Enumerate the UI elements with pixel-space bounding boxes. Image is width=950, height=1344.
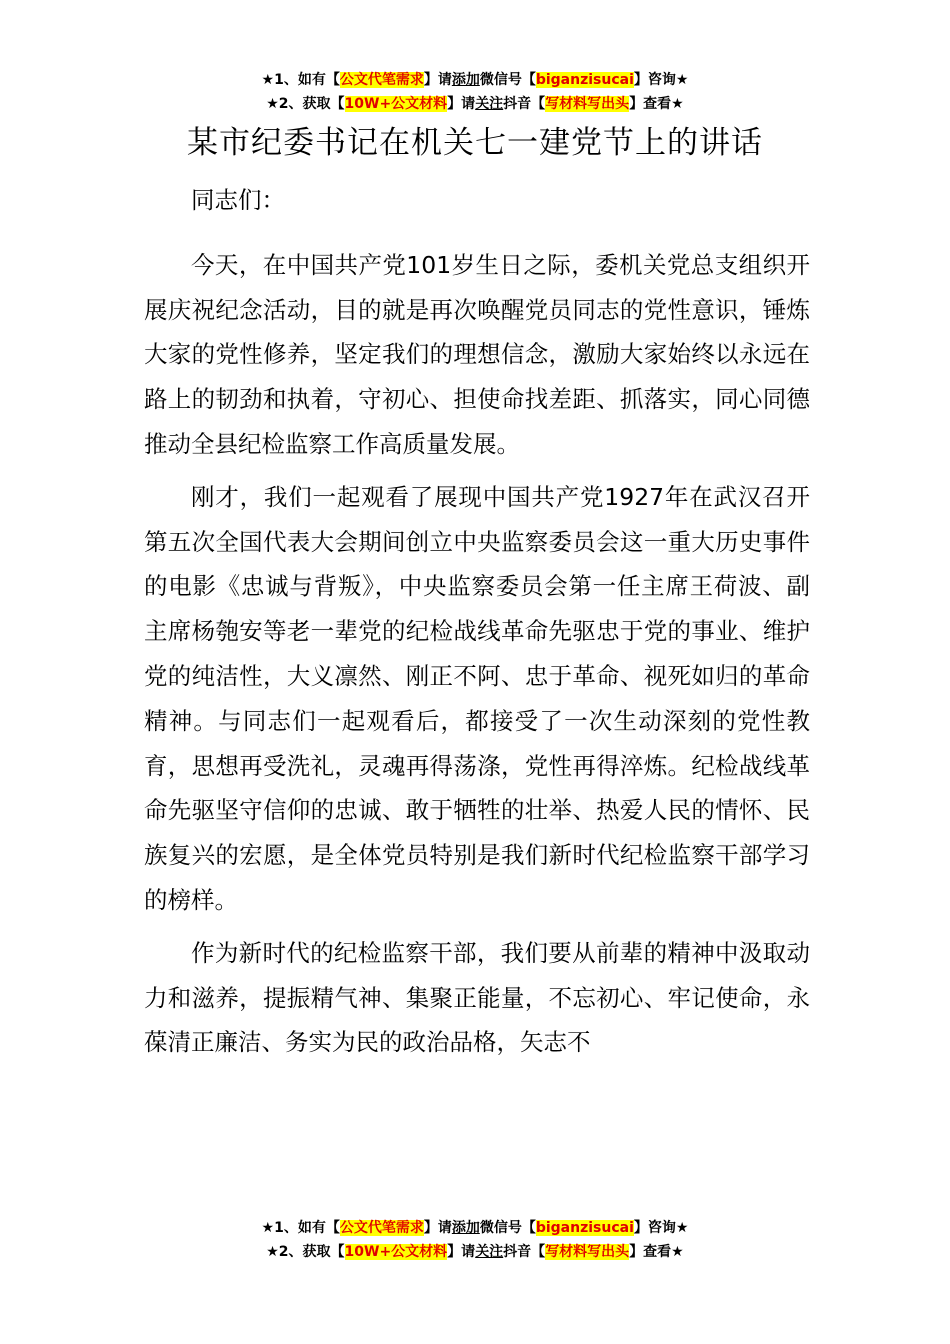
promo-highlight: 10W+公文材料 <box>344 96 448 112</box>
promo-text: ★1、如有【 <box>261 72 340 88</box>
promo-underline: 添加 <box>451 72 480 88</box>
paragraph: 今天，在中国共产党101岁生日之际，委机关党总支组织开展庆祝纪念活动，目的就是再次唤醒党员同志的党性意识，锤炼大家的党性修养，坚定我们的理想信念，激励大家始终以永远在路上的韧劲和执着，守初心、担使命找差距、抓落实，同心同德推动全县纪检监察工作高质量发展。 <box>144 250 810 458</box>
promo-text: 】请 <box>447 96 476 112</box>
document-title: 某市纪委书记在机关七一建党节上的讲话 <box>187 125 763 161</box>
promo-text: 】请 <box>423 1220 452 1236</box>
promo-underline: 关注 <box>475 1244 504 1260</box>
promo-text: 】查看★ <box>629 96 684 112</box>
promo-text: 】请 <box>423 72 452 88</box>
promo-text: 抖音【 <box>503 1244 546 1260</box>
promo-text: ★2、获取【 <box>266 96 345 112</box>
promo-line-1 <box>0 1216 950 1240</box>
promo-line-2 <box>0 92 950 116</box>
promo-text: 】查看★ <box>629 1244 684 1260</box>
promo-highlight: 公文代笔需求 <box>339 72 424 88</box>
promo-douyin-name: 写材料写出头 <box>545 96 630 112</box>
paragraph: 作为新时代的纪检监察干部，我们要从前辈的精神中汲取动力和滋养，提振精气神、集聚正能量，不忘初心、牢记使命，永葆清正廉洁、务实为民的政治品格，矢志不 <box>144 938 810 1057</box>
document-body <box>144 178 810 1073</box>
promo-wechat-id: biganzisucai <box>535 1220 634 1236</box>
promo-highlight: 10W+公文材料 <box>344 1244 448 1260</box>
salutation: 同志们： <box>191 186 285 214</box>
promo-highlight: 公文代笔需求 <box>339 1220 424 1236</box>
promo-text: 抖音【 <box>503 96 546 112</box>
paragraph: 刚才，我们一起观看了展现中国共产党1927年在武汉召开第五次全国代表大会期间创立中央监察委员会这一重大历史事件的电影《忠诚与背叛》，中央监察委员会第一任主席王荷波、副主席杨匏安等老一辈党的纪检战线革命先驱忠于党的事业、维护党的纯洁性，大义凛然、刚正不阿、忠于革命、视死如归的革命精神。与同志们一起观看后，都接受了一次生动深刻的党性教育，思想再受洗礼，灵魂再得荡涤，党性再得淬炼。纪检战线革命先驱坚守信仰的忠诚、敢于牺牲的壮举、热爱人民的情怀、民族复兴的宏愿，是全体党员特别是我们新时代纪检监察干部学习的榜样。 <box>144 482 810 914</box>
promo-underline: 添加 <box>451 1220 480 1236</box>
promo-douyin-name: 写材料写出头 <box>545 1244 630 1260</box>
promo-line-2 <box>0 1240 950 1264</box>
promo-underline: 关注 <box>475 96 504 112</box>
bottom-promo-banner <box>0 1216 950 1264</box>
promo-text: 微信号【 <box>479 72 536 88</box>
promo-wechat-id: biganzisucai <box>535 72 634 88</box>
promo-line-1 <box>0 68 950 92</box>
promo-text: ★2、获取【 <box>266 1244 345 1260</box>
top-promo-banner <box>0 68 950 116</box>
promo-text: ★1、如有【 <box>261 1220 340 1236</box>
promo-text: 】咨询★ <box>633 1220 689 1236</box>
promo-text: 】请 <box>447 1244 476 1260</box>
promo-text: 】咨询★ <box>633 72 689 88</box>
promo-text: 微信号【 <box>479 1220 536 1236</box>
